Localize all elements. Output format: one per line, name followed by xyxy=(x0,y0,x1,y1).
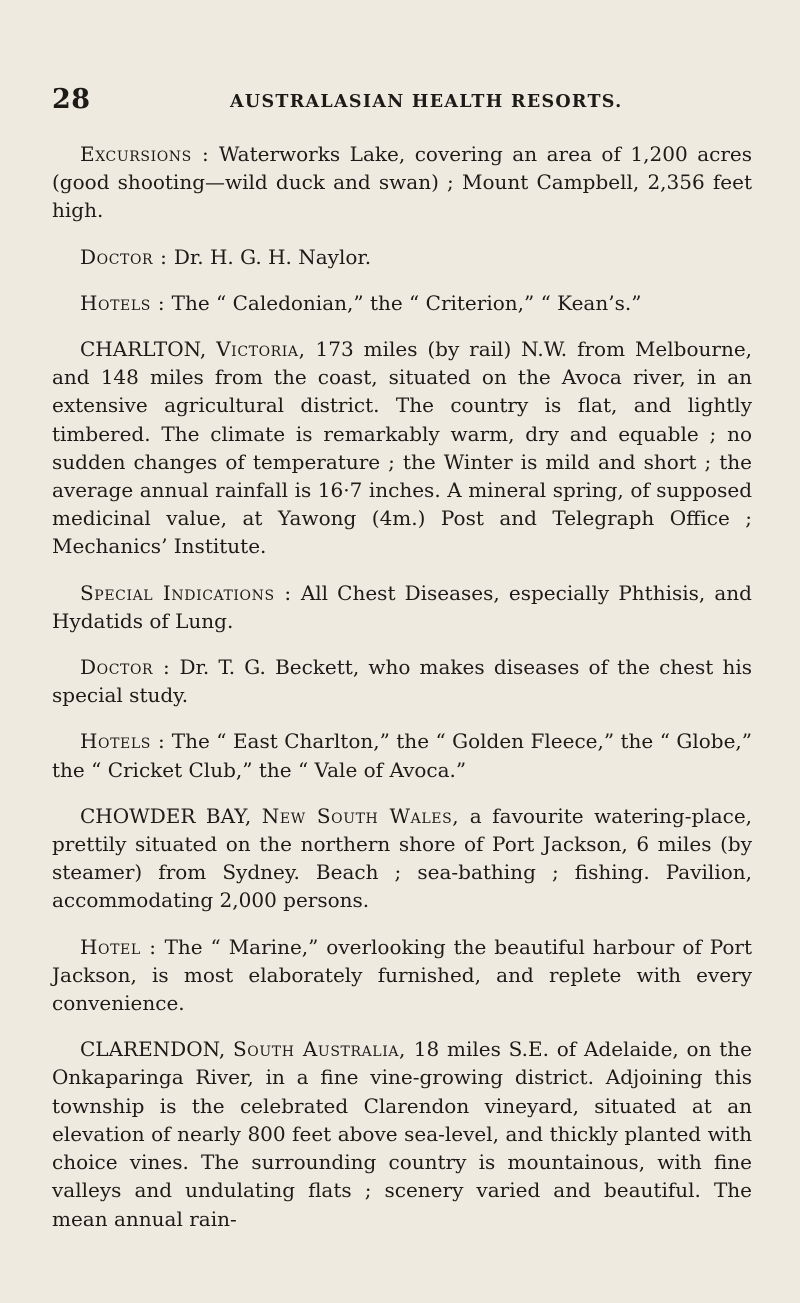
paragraph-label: Doctor : xyxy=(80,244,168,269)
body-text xyxy=(52,140,752,1251)
paragraph-label: Special Indications : xyxy=(80,580,292,605)
paragraph-text: Dr. T. G. Beckett, who makes diseases of the chest his special study. xyxy=(52,655,752,708)
paragraph-text: 18 miles S.E. of Adelaide, on the Onkaparinga River, in a fine vine-growing district. Adjoining this township is the celebrated Clarendon vineyard, situated at an elevation of nearly 800 feet above sea-level, and thickly planted with choice vines. The surrounding country is mountainous, with fine valleys and undulating flats ; scenery varied and beautiful. The mean annual rain- xyxy=(52,1037,752,1231)
paragraph-doctor xyxy=(52,653,752,709)
paragraph-text: Dr. H. G. H. Naylor. xyxy=(173,244,372,269)
entry-clarendon xyxy=(52,1035,752,1232)
paragraph-label: Hotels : xyxy=(80,290,166,315)
paragraph-doctor xyxy=(52,243,752,271)
paragraph-special-indications xyxy=(52,579,752,635)
paragraph-text: All Chest Diseases, especially Phthisis, and Hydatids of Lung. xyxy=(52,580,752,633)
paragraph-label: Excursions : xyxy=(80,142,210,166)
paragraph-label: Hotel : xyxy=(80,934,157,959)
page-header xyxy=(52,84,752,124)
paragraph-hotel xyxy=(52,933,752,1018)
paragraph-text: a favourite watering-place, prettily situated on the northern shore of Port Jackson, 6 miles (by steamer) from Sydney. Beach ; sea-bathing ; fishing. Pavilion, accommodating 2,000 persons. xyxy=(52,803,753,913)
paragraph-text: 173 miles (by rail) N.W. from Melbourne, and 148 miles from the coast, situated on the Avoca river, in an extensive agricultural district. The country is flat, and lightly timbered. The climate is remarkably warm, dry and equable ; no sudden changes of temperature ; the Winter is mild and short ; the average annual rainfall is 16·7 inches. A mineral spring, of supposed medicinal value, at Yawong (4m.) Post and Telegraph Office ; Mechanics’ Institute. xyxy=(52,337,753,559)
entry-chowder-bay xyxy=(52,802,752,915)
paragraph-excursions xyxy=(52,140,752,225)
paragraph-text: The “ Marine,” overlooking the beautiful harbour of Port Jackson, is most elaborately furnished, and replete with every convenience. xyxy=(52,934,753,1016)
paragraph-text: The “ East Charlton,” the “ Golden Fleece,” the “ Globe,” the “ Cricket Club,” the “ Vale of Avoca.” xyxy=(52,729,753,782)
region-name: Victoria, xyxy=(216,337,306,362)
place-name: CLARENDON, xyxy=(80,1037,226,1062)
paragraph-hotels xyxy=(52,289,752,317)
region-name: New South Wales, xyxy=(261,803,460,828)
place-name: CHARLTON, xyxy=(80,337,207,362)
paragraph-label: Hotels : xyxy=(80,729,166,754)
running-title: AUSTRALASIAN HEALTH RESORTS. xyxy=(230,92,623,112)
entry-charlton xyxy=(52,335,752,561)
region-name: South Australia, xyxy=(232,1037,407,1062)
paragraph-label: Doctor : xyxy=(80,655,171,680)
paragraph-text: Waterworks Lake, covering an area of 1,200 acres (good shooting—wild duck and swan) ; Mount Campbell, 2,356 feet high. xyxy=(52,142,752,223)
paragraph-hotels xyxy=(52,727,752,783)
place-name: CHOWDER BAY, xyxy=(80,803,252,828)
paragraph-text: The “ Caledonian,” the “ Criterion,” “ Kean’s.” xyxy=(171,290,642,315)
page-number: 28 xyxy=(52,84,91,115)
